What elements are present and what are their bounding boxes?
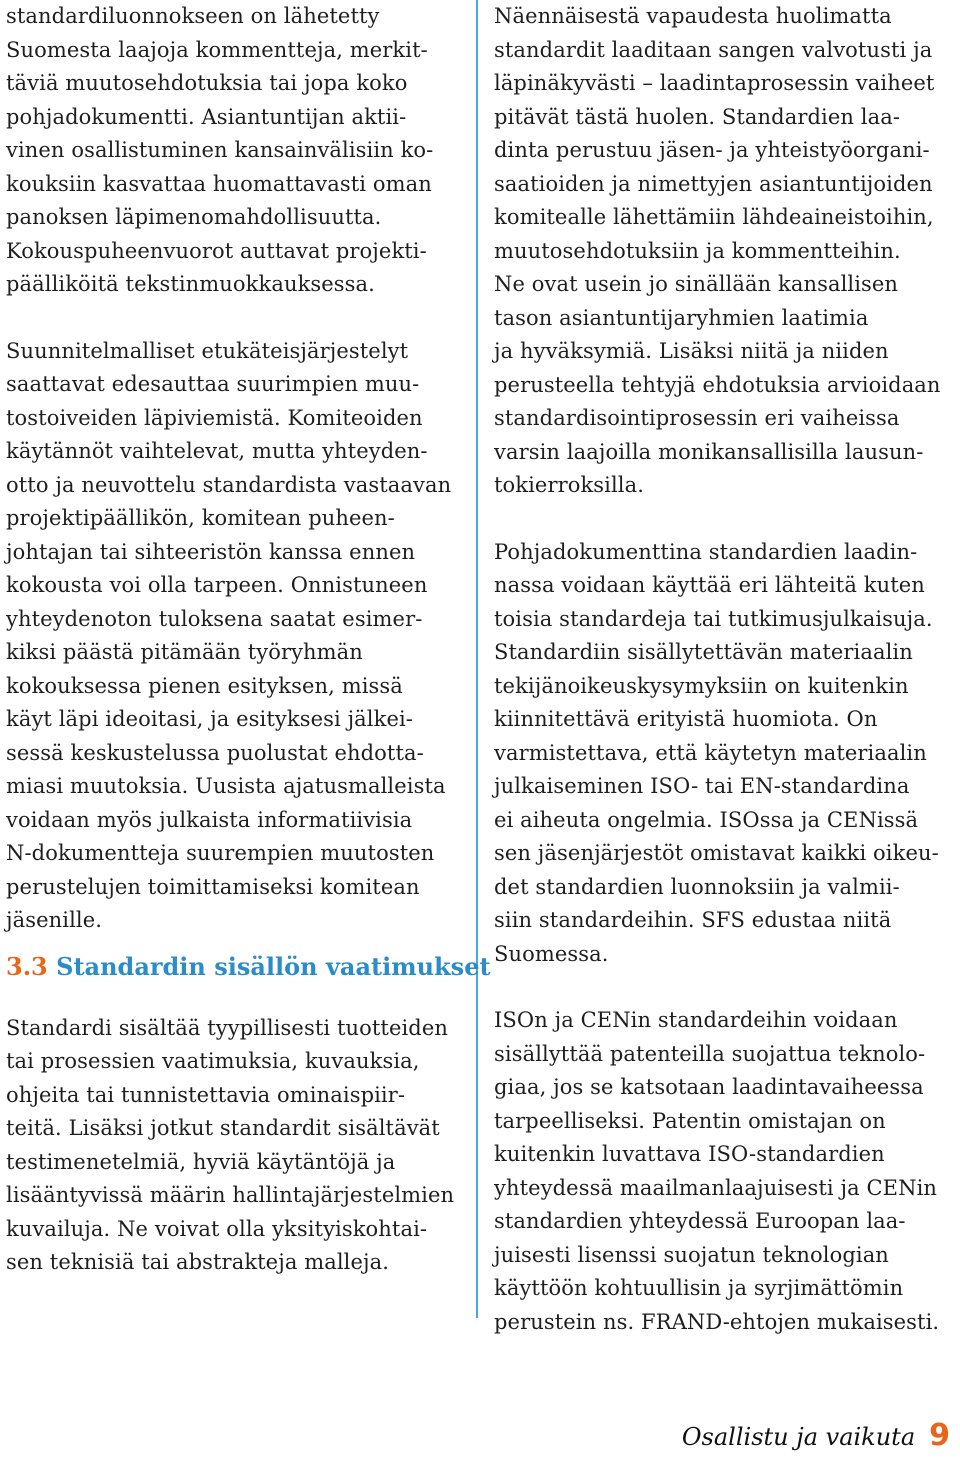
- column-divider: [476, 0, 478, 1318]
- text-line: yhteydessä maailmanlaajuisesti ja CENin: [494, 1175, 938, 1200]
- text-line: ja hyväksymiä. Lisäksi niitä ja niiden: [494, 339, 889, 363]
- text-line: pohjadokumentti. Asiantuntijan aktii-: [6, 104, 407, 129]
- text-line: varsin laajoilla monikansallisilla lausun-: [494, 439, 924, 464]
- left-column: [6, 0, 491, 1280]
- text-line: ei aiheuta ongelmia. ISOssa ja CENissä: [494, 807, 919, 832]
- text-line: standardien yhteydessä Euroopan laa-: [494, 1209, 906, 1233]
- text-line: sen jäsenjärjestöt omistavat kaikki oikeu-: [494, 841, 939, 865]
- left-paragraph-2: [6, 335, 466, 938]
- text-line: Suunnitelmalliset etukäteisjärjestelyt: [6, 338, 409, 363]
- text-line: käytännöt vaihtelevat, mutta yhteyden-: [6, 439, 428, 463]
- text-line: nassa voidaan käyttää eri lähteitä kuten: [494, 573, 925, 597]
- text-line: giaa, jos se katsotaan laadintavaiheessa: [494, 1075, 924, 1099]
- text-line: perusteella tehtyjä ehdotuksia arvioidaan: [494, 372, 941, 397]
- text-line: kuitenkin luvattava ISO-standardien: [494, 1142, 885, 1166]
- left-paragraph-3: [6, 1012, 466, 1280]
- text-line: standardisointiprosessin eri vaiheissa: [494, 406, 900, 430]
- text-line: jäsenille.: [6, 908, 103, 932]
- right-paragraph-1: [494, 0, 956, 503]
- text-line: muutosehdotuksiin ja kommentteihin.: [494, 238, 901, 263]
- text-line: testimenetelmiä, hyviä käytäntöjä ja: [6, 1149, 396, 1174]
- text-line: voidaan myös julkaista informatiivisia: [6, 807, 413, 832]
- text-line: kokouksessa pienen esityksen, missä: [6, 673, 403, 698]
- text-line: det standardien luonnoksiin ja valmii-: [494, 874, 900, 899]
- text-line: toisia standardeja tai tutkimusjulkaisuja.: [494, 606, 933, 631]
- text-line: julkaiseminen ISO- tai EN-standardina: [494, 774, 910, 798]
- text-line: päälliköitä tekstinmuokkauksessa.: [6, 272, 375, 296]
- right-paragraph-2: [494, 536, 956, 972]
- text-line: läpinäkyvästi – laadintaprosessin vaiheet: [494, 71, 935, 95]
- text-line: kiinnitettävä erityistä huomiota. On: [494, 707, 878, 731]
- text-line: saatioiden ja nimettyjen asiantuntijoiden: [494, 171, 933, 196]
- text-line: Suomessa.: [494, 941, 609, 966]
- text-line: sessä keskustelussa puolustat ehdotta-: [6, 740, 424, 765]
- text-line: tarpeelliseksi. Patentin omistajan on: [494, 1108, 886, 1133]
- text-line: tostoiveiden läpiviemistä. Komiteoiden: [6, 405, 423, 430]
- text-line: Standardi sisältää tyypillisesti tuotteiden: [6, 1015, 448, 1040]
- text-line: kiksi päästä pitämään työryhmän: [6, 640, 363, 664]
- text-line: kouksiin kasvattaa huomattavasti oman: [6, 171, 432, 196]
- text-line: pitävät tästä huolen. Standardien laa-: [494, 104, 901, 129]
- text-line: tekijänoikeuskysymyksiin on kuitenkin: [494, 673, 909, 698]
- text-line: kuvailuja. Ne voivat olla yksityiskohtai-: [6, 1216, 428, 1241]
- text-line: siin standardeihin. SFS edustaa niitä: [494, 908, 892, 932]
- text-line: kokousta voi olla tarpeen. Onnistuneen: [6, 573, 428, 597]
- text-line: miasi muutoksia. Uusista ajatusmalleista: [6, 774, 446, 798]
- text-line: tai prosessien vaatimuksia, kuvauksia,: [6, 1049, 420, 1073]
- text-line: käyt läpi ideoitasi, ja esityksesi jälkei-: [6, 707, 413, 731]
- text-line: komitealle lähettämiin lähdeaineistoihin,: [494, 205, 934, 229]
- text-line: sisällyttää patenteilla suojattua teknolo-: [494, 1041, 926, 1066]
- text-line: projektipäällikön, komitean puheen-: [6, 506, 395, 530]
- text-line: N-dokumentteja suurempien muutosten: [6, 841, 435, 865]
- text-line: käyttöön kohtuullisin ja syrjimättömin: [494, 1276, 904, 1300]
- text-line: Kokouspuheenvuorot auttavat projekti-: [6, 238, 427, 263]
- left-paragraph-1: [6, 0, 466, 302]
- page-number: 9: [929, 1418, 950, 1453]
- text-line: tokierroksilla.: [494, 473, 645, 497]
- text-line: tason asiantuntijaryhmien laatimia: [494, 305, 869, 330]
- text-line: varmistettava, että käytetyn materiaalin: [494, 740, 927, 765]
- text-line: sen teknisiä tai abstrakteja malleja.: [6, 1250, 390, 1274]
- text-line: perustelujen toimittamiseksi komitean: [6, 874, 420, 899]
- text-line: täviä muutosehdotuksia tai jopa koko: [6, 71, 408, 95]
- section-heading: [6, 950, 491, 984]
- text-line: otto ja neuvottelu standardista vastaavan: [6, 472, 452, 497]
- text-line: panoksen läpimenomahdollisuutta.: [6, 205, 382, 229]
- text-line: yhteydenoton tuloksena saatat esimer-: [6, 606, 423, 631]
- text-line: juisesti lisenssi suojatun teknologian: [494, 1242, 889, 1267]
- text-line: Standardiin sisällytettävän materiaalin: [494, 640, 913, 664]
- section-heading-text: Standardin sisällön vaatimukset: [56, 951, 491, 981]
- right-column: [494, 0, 956, 1339]
- text-line: Ne ovat usein jo sinällään kansallisen: [494, 272, 899, 296]
- section-heading-number: 3.3: [6, 951, 48, 981]
- text-line: Pohjadokumenttina standardien laadin-: [494, 539, 918, 564]
- text-line: vinen osallistuminen kansainvälisiin ko-: [6, 138, 434, 162]
- text-line: ohjeita tai tunnistettavia ominaispiir-: [6, 1082, 406, 1107]
- text-line: Näennäisestä vapaudesta huolimatta: [494, 4, 892, 28]
- text-line: perustein ns. FRAND-ehtojen mukaisesti.: [494, 1309, 940, 1334]
- footer-title: Osallistu ja vaikuta: [681, 1423, 916, 1451]
- text-line: Suomesta laajoja kommentteja, merkit-: [6, 37, 428, 62]
- text-line: standardiluonnokseen on lähetetty: [6, 4, 380, 28]
- text-line: dinta perustuu jäsen- ja yhteistyöorgani-: [494, 138, 930, 162]
- text-line: standardit laaditaan sangen valvotusti ja: [494, 37, 933, 62]
- text-line: johtajan tai sihteeristön kanssa ennen: [6, 539, 416, 564]
- right-paragraph-3: [494, 1004, 956, 1339]
- text-line: ISOn ja CENin standardeihin voidaan: [494, 1008, 898, 1032]
- page-footer: [682, 1418, 950, 1453]
- text-line: teitä. Lisäksi jotkut standardit sisältävät: [6, 1116, 440, 1140]
- text-line: lisääntyvissä määrin hallintajärjestelmien: [6, 1183, 455, 1207]
- text-line: saattavat edesauttaa suurimpien muu-: [6, 372, 420, 396]
